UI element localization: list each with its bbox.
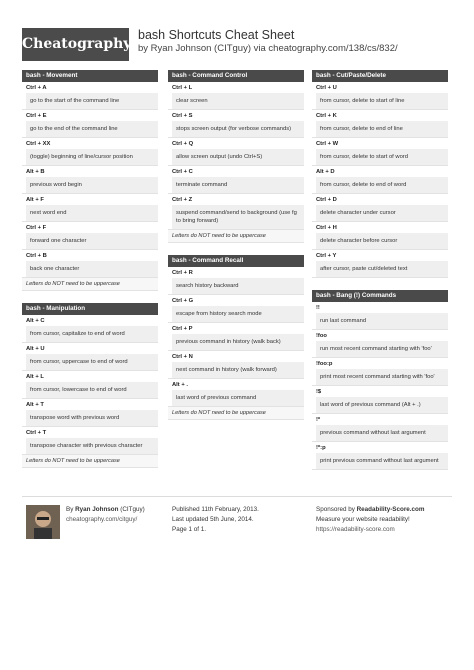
shortcut-row bbox=[22, 82, 158, 110]
shortcut-row bbox=[312, 442, 448, 470]
shortcut-description: last word of previous command (Alt + .) bbox=[316, 397, 448, 413]
shortcut-key: Alt + L bbox=[26, 374, 44, 380]
section bbox=[312, 70, 448, 278]
shortcut-row bbox=[22, 194, 158, 222]
shortcut-description: transpose character with previous character bbox=[26, 438, 158, 454]
shortcut-description: forward one character bbox=[26, 233, 158, 249]
section bbox=[312, 290, 448, 470]
shortcut-key: Ctrl + N bbox=[172, 354, 193, 360]
updated-date: Last updated 5th June, 2014. bbox=[172, 516, 254, 523]
shortcut-row bbox=[22, 222, 158, 250]
shortcut-key: Ctrl + R bbox=[172, 270, 193, 276]
by-label: By bbox=[66, 506, 74, 513]
shortcut-key: !*:p bbox=[316, 445, 326, 451]
section bbox=[22, 303, 158, 468]
shortcut-key: Ctrl + D bbox=[316, 197, 337, 203]
shortcut-row bbox=[168, 110, 304, 138]
shortcut-description: search history backward bbox=[172, 278, 304, 294]
shortcut-description: print previous command without last argument bbox=[316, 453, 448, 469]
shortcut-row bbox=[168, 166, 304, 194]
shortcut-description: next command in history (walk forward) bbox=[172, 362, 304, 378]
shortcut-description: stops screen output (for verbose commands) bbox=[172, 121, 304, 137]
shortcut-description: from cursor, delete to end of word bbox=[316, 177, 448, 193]
author-link[interactable]: cheatography.com/citguy/ bbox=[66, 516, 138, 523]
shortcut-description: escape from history search mode bbox=[172, 306, 304, 322]
shortcut-key: Alt + B bbox=[26, 169, 45, 175]
shortcut-description: previous command in history (walk back) bbox=[172, 334, 304, 350]
column-3 bbox=[312, 70, 448, 482]
shortcut-description: run most recent command starting with 'foo' bbox=[316, 341, 448, 357]
sponsor-name[interactable]: Readability-Score.com bbox=[356, 506, 425, 513]
shortcut-row bbox=[168, 295, 304, 323]
shortcut-description: previous word begin bbox=[26, 177, 158, 193]
shortcut-row bbox=[312, 194, 448, 222]
shortcut-row bbox=[312, 166, 448, 194]
page-footer bbox=[22, 496, 452, 546]
section-note: Letters do NOT need to be uppercase bbox=[22, 278, 158, 291]
section-heading: bash - Movement bbox=[22, 70, 158, 82]
shortcut-row bbox=[168, 194, 304, 230]
shortcut-description: delete character before cursor bbox=[316, 233, 448, 249]
page-header bbox=[22, 28, 452, 68]
section-heading: bash - Command Recall bbox=[168, 255, 304, 267]
shortcut-row bbox=[312, 222, 448, 250]
shortcut-description: transpose word with previous word bbox=[26, 410, 158, 426]
shortcut-row bbox=[312, 110, 448, 138]
shortcut-key: Ctrl + P bbox=[172, 326, 193, 332]
shortcut-row bbox=[312, 302, 448, 330]
shortcut-description: run last command bbox=[316, 313, 448, 329]
shortcut-description: from cursor, lowercase to end of word bbox=[26, 382, 158, 398]
shortcut-description: clear screen bbox=[172, 93, 304, 109]
shortcut-row bbox=[168, 82, 304, 110]
shortcut-row bbox=[22, 315, 158, 343]
shortcut-description: go to the start of the command line bbox=[26, 93, 158, 109]
shortcut-description: next word end bbox=[26, 205, 158, 221]
shortcut-description: (toggle) beginning of line/cursor position bbox=[26, 149, 158, 165]
shortcut-row bbox=[312, 330, 448, 358]
section-note: Letters do NOT need to be uppercase bbox=[22, 455, 158, 468]
shortcut-key: Ctrl + G bbox=[172, 298, 194, 304]
shortcut-key: Alt + . bbox=[172, 382, 188, 388]
shortcut-key: Alt + D bbox=[316, 169, 335, 175]
shortcut-key: Ctrl + L bbox=[172, 85, 193, 91]
sponsor-tagline: Measure your website readability! bbox=[316, 516, 410, 523]
shortcut-description: print most recent command starting with 'foo' bbox=[316, 369, 448, 385]
shortcut-row bbox=[312, 82, 448, 110]
author-name[interactable]: Ryan Johnson bbox=[75, 506, 119, 513]
shortcut-row bbox=[168, 323, 304, 351]
shortcut-row bbox=[312, 414, 448, 442]
shortcut-key: Ctrl + Z bbox=[172, 197, 193, 203]
shortcut-description: suspend command/send to background (use fg to bring forward) bbox=[172, 205, 304, 229]
shortcut-key: Ctrl + K bbox=[316, 113, 337, 119]
shortcut-key: Ctrl + Y bbox=[316, 253, 337, 259]
shortcut-row bbox=[168, 138, 304, 166]
shortcut-row bbox=[22, 399, 158, 427]
shortcut-key: !$ bbox=[316, 389, 322, 395]
shortcut-key: !foo bbox=[316, 333, 327, 339]
column-1 bbox=[22, 70, 158, 480]
section-note: Letters do NOT need to be uppercase bbox=[168, 407, 304, 420]
shortcut-description: from cursor, capitalize to end of word bbox=[26, 326, 158, 342]
shortcut-key: Ctrl + S bbox=[172, 113, 193, 119]
shortcut-description: terminate command bbox=[172, 177, 304, 193]
shortcut-key: Ctrl + A bbox=[26, 85, 47, 91]
shortcut-description: previous command without last argument bbox=[316, 425, 448, 441]
shortcut-key: !* bbox=[316, 417, 321, 423]
shortcut-description: delete character under cursor bbox=[316, 205, 448, 221]
shortcut-key: Alt + C bbox=[26, 318, 45, 324]
shortcut-key: Ctrl + T bbox=[26, 430, 47, 436]
shortcut-description: back one character bbox=[26, 261, 158, 277]
shortcut-row bbox=[168, 267, 304, 295]
shortcut-key: Ctrl + H bbox=[316, 225, 337, 231]
shortcut-row bbox=[168, 351, 304, 379]
author-handle: (CITguy) bbox=[120, 506, 145, 513]
shortcut-row bbox=[22, 110, 158, 138]
shortcut-row bbox=[22, 250, 158, 278]
shortcut-key: Alt + U bbox=[26, 346, 45, 352]
shortcut-row bbox=[312, 138, 448, 166]
shortcut-key: Ctrl + Q bbox=[172, 141, 194, 147]
shortcut-description: last word of previous command bbox=[172, 390, 304, 406]
shortcut-description: from cursor, uppercase to end of word bbox=[26, 354, 158, 370]
section-note: Letters do NOT need to be uppercase bbox=[168, 230, 304, 243]
shortcut-key: Ctrl + F bbox=[26, 225, 47, 231]
shortcut-key: Ctrl + E bbox=[26, 113, 47, 119]
author-info bbox=[66, 505, 145, 525]
sponsor-label: Sponsored by bbox=[316, 506, 355, 513]
section-heading: bash - Bang (!) Commands bbox=[312, 290, 448, 302]
shortcut-key: Alt + T bbox=[26, 402, 44, 408]
sponsor-link[interactable]: https://readability-score.com bbox=[316, 526, 395, 533]
published-date: Published 11th February, 2013. bbox=[172, 506, 259, 513]
shortcut-row bbox=[312, 358, 448, 386]
shortcut-key: Ctrl + W bbox=[316, 141, 339, 147]
section bbox=[22, 70, 158, 291]
page-byline[interactable]: by Ryan Johnson (CITguy) via cheatography.com/138/cs/832/ bbox=[138, 43, 398, 54]
shortcut-description: from cursor, delete to start of line bbox=[316, 93, 448, 109]
shortcut-row bbox=[22, 343, 158, 371]
section bbox=[168, 70, 304, 243]
section-heading: bash - Cut/Paste/Delete bbox=[312, 70, 448, 82]
shortcut-key: !! bbox=[316, 305, 320, 311]
shortcut-row bbox=[168, 379, 304, 407]
shortcut-row bbox=[22, 371, 158, 399]
sponsor-info bbox=[316, 505, 425, 535]
shortcut-row bbox=[22, 427, 158, 455]
shortcut-description: from cursor, delete to start of word bbox=[316, 149, 448, 165]
shortcut-key: Ctrl + B bbox=[26, 253, 47, 259]
cheatography-logo[interactable]: Cheatography bbox=[22, 28, 129, 61]
section-heading: bash - Manipulation bbox=[22, 303, 158, 315]
shortcut-row bbox=[22, 138, 158, 166]
shortcut-description: go to the end of the command line bbox=[26, 121, 158, 137]
column-2 bbox=[168, 70, 304, 432]
shortcut-description: after cursor, paste cut/deleted text bbox=[316, 261, 448, 277]
publish-info bbox=[172, 505, 259, 535]
page-title: bash Shortcuts Cheat Sheet bbox=[138, 28, 295, 42]
shortcut-key: Alt + F bbox=[26, 197, 44, 203]
shortcut-key: Ctrl + XX bbox=[26, 141, 51, 147]
shortcut-row bbox=[22, 166, 158, 194]
page-count: Page 1 of 1. bbox=[172, 526, 206, 533]
author-avatar[interactable] bbox=[26, 505, 60, 539]
shortcut-key: Ctrl + C bbox=[172, 169, 193, 175]
shortcut-row bbox=[312, 386, 448, 414]
shortcut-description: allow screen output (undo Ctrl+S) bbox=[172, 149, 304, 165]
shortcut-row bbox=[312, 250, 448, 278]
shortcut-key: !foo:p bbox=[316, 361, 333, 367]
section-heading: bash - Command Control bbox=[168, 70, 304, 82]
shortcut-key: Ctrl + U bbox=[316, 85, 337, 91]
section bbox=[168, 255, 304, 420]
shortcut-description: from cursor, delete to end of line bbox=[316, 121, 448, 137]
